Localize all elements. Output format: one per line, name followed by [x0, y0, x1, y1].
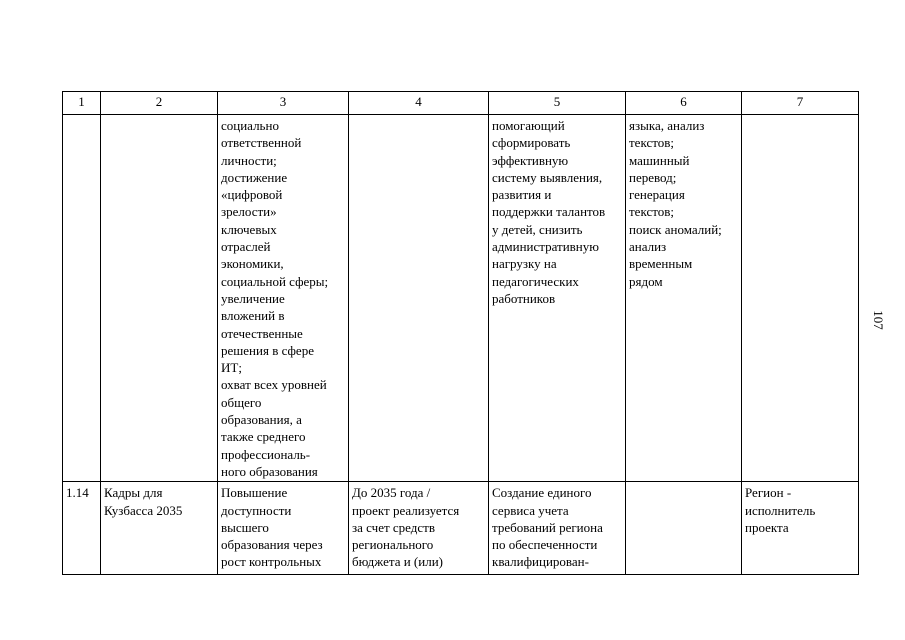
column-header-3: 3 [218, 92, 349, 115]
table-cell [101, 115, 218, 482]
column-header-1: 1 [63, 92, 101, 115]
table-cell: языка, анализ текстов; машинный перевод; генерация текстов; поиск аномалий; анализ временным рядом [626, 115, 742, 482]
table-cell: социально ответственной личности; достижение «цифровой зрелости» ключевых отраслей экономики, социальной сферы; увеличение вложений в отечественные решения в сфере ИТ; охват всех уровней общего образования, а также среднего профессиональ- ного образования [218, 115, 349, 482]
column-header-7: 7 [742, 92, 859, 115]
table-cell: Кадры для Кузбасса 2035 [101, 482, 218, 575]
table-cell [742, 115, 859, 482]
column-header-4: 4 [349, 92, 489, 115]
column-header-5: 5 [489, 92, 626, 115]
header-row [63, 92, 859, 115]
table-row [63, 482, 859, 575]
document-table [62, 91, 859, 575]
table-cell [349, 115, 489, 482]
table-cell [63, 115, 101, 482]
table-cell: Регион - исполнитель проекта [742, 482, 859, 575]
table-cell: Повышение доступности высшего образования через рост контрольных [218, 482, 349, 575]
row-number-cell: 1.14 [63, 482, 101, 575]
column-header-2: 2 [101, 92, 218, 115]
table-cell: Создание единого сервиса учета требований региона по обеспеченности квалифицирован- [489, 482, 626, 575]
page-number: 107 [871, 310, 886, 330]
column-header-6: 6 [626, 92, 742, 115]
table-cell: До 2035 года / проект реализуется за счет средств регионального бюджета и (или) [349, 482, 489, 575]
table-cell [626, 482, 742, 575]
table-row [63, 115, 859, 482]
table-cell: помогающий сформировать эффективную систему выявления, развития и поддержки талантов у детей, снизить административную нагрузку на педагогических работников [489, 115, 626, 482]
